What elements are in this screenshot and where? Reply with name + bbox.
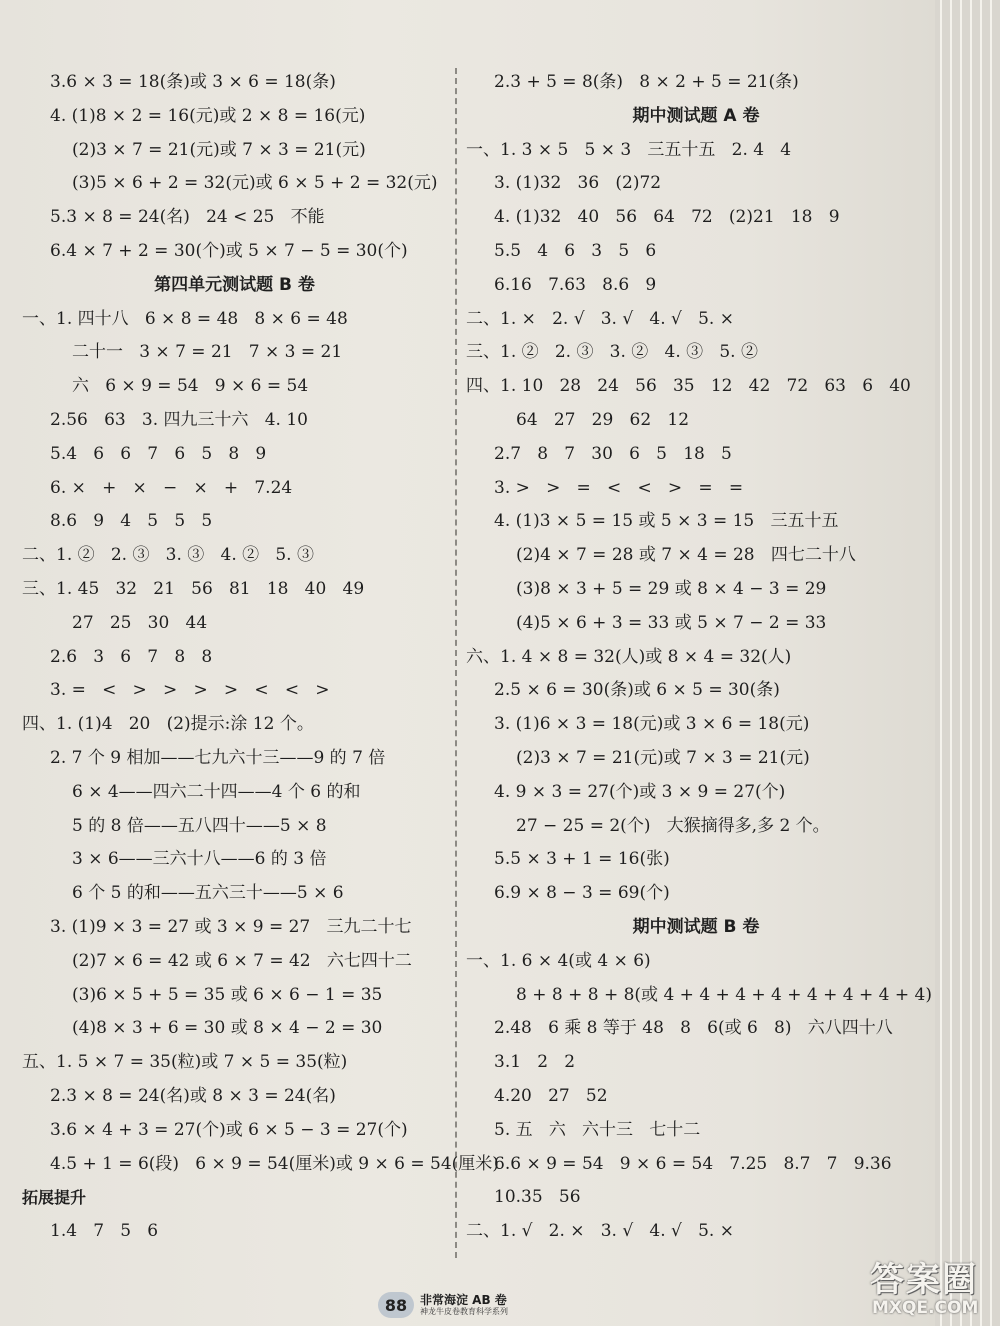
answer-line: 二十一 3 × 7 = 21 7 × 3 = 21 [72, 342, 343, 363]
answer-line: 6.16 7.63 8.6 9 [494, 274, 657, 295]
answer-line: 27 − 25 = 2(个) 大猴摘得多,多 2 个。 [516, 815, 830, 836]
watermark-logo [870, 1250, 995, 1322]
answer-line: 3. (1)6 × 3 = 18(元)或 3 × 6 = 18(元) [494, 714, 810, 735]
answer-line: 一、1. 四十八 6 × 8 = 48 8 × 6 = 48 [22, 308, 348, 329]
answer-line: 六 6 × 9 = 54 9 × 6 = 54 [72, 376, 309, 397]
answer-line: 4.20 27 52 [494, 1085, 608, 1106]
section-heading: 第四单元测试题 B 卷 [154, 274, 315, 295]
answer-line: 2.3 × 8 = 24(名)或 8 × 3 = 24(名) [50, 1085, 336, 1106]
answer-line: 4. (1)32 40 56 64 72 (2)21 18 9 [494, 207, 840, 228]
answer-line: (4)5 × 6 + 3 = 33 或 5 × 7 − 2 = 33 [516, 612, 827, 633]
answer-line: 1.4 7 5 6 [50, 1221, 159, 1242]
section-heading: 拓展提升 [22, 1188, 87, 1208]
answer-line: (3)6 × 5 + 5 = 35 或 6 × 6 − 1 = 35 [72, 984, 383, 1005]
answer-line: 3.6 × 3 = 18(条)或 3 × 6 = 18(条) [50, 72, 336, 92]
answer-line: 五、1. 5 × 7 = 35(粒)或 7 × 5 = 35(粒) [22, 1052, 348, 1073]
section-heading: 期中测试题 A 卷 [632, 105, 760, 126]
answer-line: (2)7 × 6 = 42 或 6 × 7 = 42 六七四十二 [72, 950, 412, 971]
answer-line: 3.6 × 4 + 3 = 27(个)或 6 × 5 − 3 = 27(个) [50, 1119, 408, 1140]
page-footer [378, 1288, 598, 1322]
answer-line: 5. 五 六 六十三 七十二 [494, 1119, 701, 1140]
page-number: 88 [378, 1292, 414, 1318]
answer-line: 一、1. 6 × 4(或 4 × 6) [466, 950, 651, 971]
answer-line: 2.7 8 7 30 6 5 18 5 [494, 443, 732, 464]
answer-line: 二、1. × 2. √ 3. √ 4. √ 5. × [466, 308, 734, 329]
page-edge [970, 0, 972, 1326]
answer-line: 10.35 56 [494, 1187, 581, 1208]
answer-line: 三、1. ② 2. ③ 3. ② 4. ③ 5. ② [466, 342, 758, 363]
answer-line: 4. 9 × 3 = 27(个)或 3 × 9 = 27(个) [494, 781, 786, 802]
answer-line: 2.48 6 乘 8 等于 48 8 6(或 6 8) 六八四十八 [494, 1018, 893, 1039]
answer-line: 5.3 × 8 = 24(名) 24 < 25 不能 [50, 207, 325, 228]
answer-line: 三、1. 45 32 21 56 81 18 40 49 [22, 578, 365, 599]
answer-line: 4. (1)3 × 5 = 15 或 5 × 3 = 15 三五十五 [494, 511, 839, 532]
page-edge [980, 0, 982, 1326]
page-edge [950, 0, 952, 1326]
series-label [420, 1293, 508, 1317]
answer-line: (3)5 × 6 + 2 = 32(元)或 6 × 5 + 2 = 32(元) [72, 173, 438, 194]
right-column [466, 66, 932, 1249]
answer-line: 2.3 + 5 = 8(条) 8 × 2 + 5 = 21(条) [494, 72, 799, 92]
answer-line: 6.6 × 9 = 54 9 × 6 = 54 7.25 8.7 7 9.36 [494, 1153, 892, 1174]
answer-line: 四、1. 10 28 24 56 35 12 42 72 63 6 40 [466, 376, 911, 397]
answer-line: 3.1 2 2 [494, 1052, 576, 1073]
answer-line: (2)3 × 7 = 21(元)或 7 × 3 = 21(元) [72, 139, 366, 160]
answer-line: (4)8 × 3 + 6 = 30 或 8 × 4 − 2 = 30 [72, 1018, 383, 1039]
answer-line: 6. × + × − × + 7.24 [50, 477, 293, 498]
answer-line: 5 的 8 倍——五八四十——5 × 8 [72, 815, 327, 836]
answer-line: 6.9 × 8 − 3 = 69(个) [494, 883, 670, 904]
answer-line: 5.5 × 3 + 1 = 16(张) [494, 849, 670, 870]
answer-line: 6 个 5 的和——五六三十——5 × 6 [72, 883, 344, 904]
answer-line: 6 × 4——四六二十四——4 个 6 的和 [72, 781, 361, 802]
answer-line: 4.5 + 1 = 6(段) 6 × 9 = 54(厘米)或 9 × 6 = 54(厘米) [50, 1153, 499, 1174]
page-edge [990, 0, 992, 1326]
answer-line: 3. (1)32 36 (2)72 [494, 173, 662, 194]
series-title: 非常海淀 AB 卷 [420, 1293, 507, 1307]
answer-line: 二、1. ② 2. ③ 3. ③ 4. ② 5. ③ [22, 545, 314, 566]
answer-line: 6.4 × 7 + 2 = 30(个)或 5 × 7 − 5 = 30(个) [50, 240, 408, 261]
answer-line: 27 25 30 44 [72, 612, 208, 633]
answer-line: 3. = < > > > > < < > [50, 680, 330, 701]
answer-line: 2. 7 个 9 相加——七九六十三——9 的 7 倍 [50, 747, 386, 768]
answer-line: 3. > > = < < > = = [494, 477, 744, 498]
answer-line: 二、1. √ 2. × 3. √ 4. √ 5. × [466, 1221, 734, 1242]
answer-line: (2)3 × 7 = 21(元)或 7 × 3 = 21(元) [516, 747, 810, 768]
answer-line: 3. (1)9 × 3 = 27 或 3 × 9 = 27 三九二十七 [50, 916, 412, 937]
page-edge [960, 0, 962, 1326]
answer-line: (2)4 × 7 = 28 或 7 × 4 = 28 四七二十八 [516, 545, 856, 566]
left-column [22, 66, 499, 1249]
answer-line: 8 + 8 + 8 + 8(或 4 + 4 + 4 + 4 + 4 + 4 + 4 + 4) [516, 984, 932, 1005]
answer-line: 2.56 63 3. 四九三十六 4. 10 [50, 409, 308, 430]
series-subtitle: 神龙牛皮卷教育科学系列 [420, 1307, 508, 1316]
watermark-logo-text: 答案圈 [870, 1260, 978, 1300]
page-edge [940, 0, 942, 1326]
watermark-url: MXQE.COM [872, 1298, 979, 1318]
answer-line: (3)8 × 3 + 5 = 29 或 8 × 4 − 3 = 29 [516, 578, 827, 599]
answer-line: 64 27 29 62 12 [516, 409, 690, 430]
answer-line: 5.4 6 6 7 6 5 8 9 [50, 443, 267, 464]
answer-line: 2.5 × 6 = 30(条)或 6 × 5 = 30(条) [494, 680, 780, 701]
answer-line: 一、1. 3 × 5 5 × 3 三五十五 2. 4 4 [466, 139, 792, 160]
section-heading: 期中测试题 B 卷 [632, 916, 760, 937]
answer-line: 5.5 4 6 3 5 6 [494, 240, 657, 261]
answer-line: 3 × 6——三六十八——6 的 3 倍 [72, 849, 327, 870]
answer-line: 六、1. 4 × 8 = 32(人)或 8 × 4 = 32(人) [466, 646, 792, 667]
answer-line: 2.6 3 6 7 8 8 [50, 646, 213, 667]
column-divider [455, 68, 457, 1258]
answer-line: 8.6 9 4 5 5 5 [50, 511, 213, 532]
answer-line: 四、1. (1)4 20 (2)提示:涂 12 个。 [22, 714, 314, 735]
answer-line: 4. (1)8 × 2 = 16(元)或 2 × 8 = 16(元) [50, 105, 366, 126]
